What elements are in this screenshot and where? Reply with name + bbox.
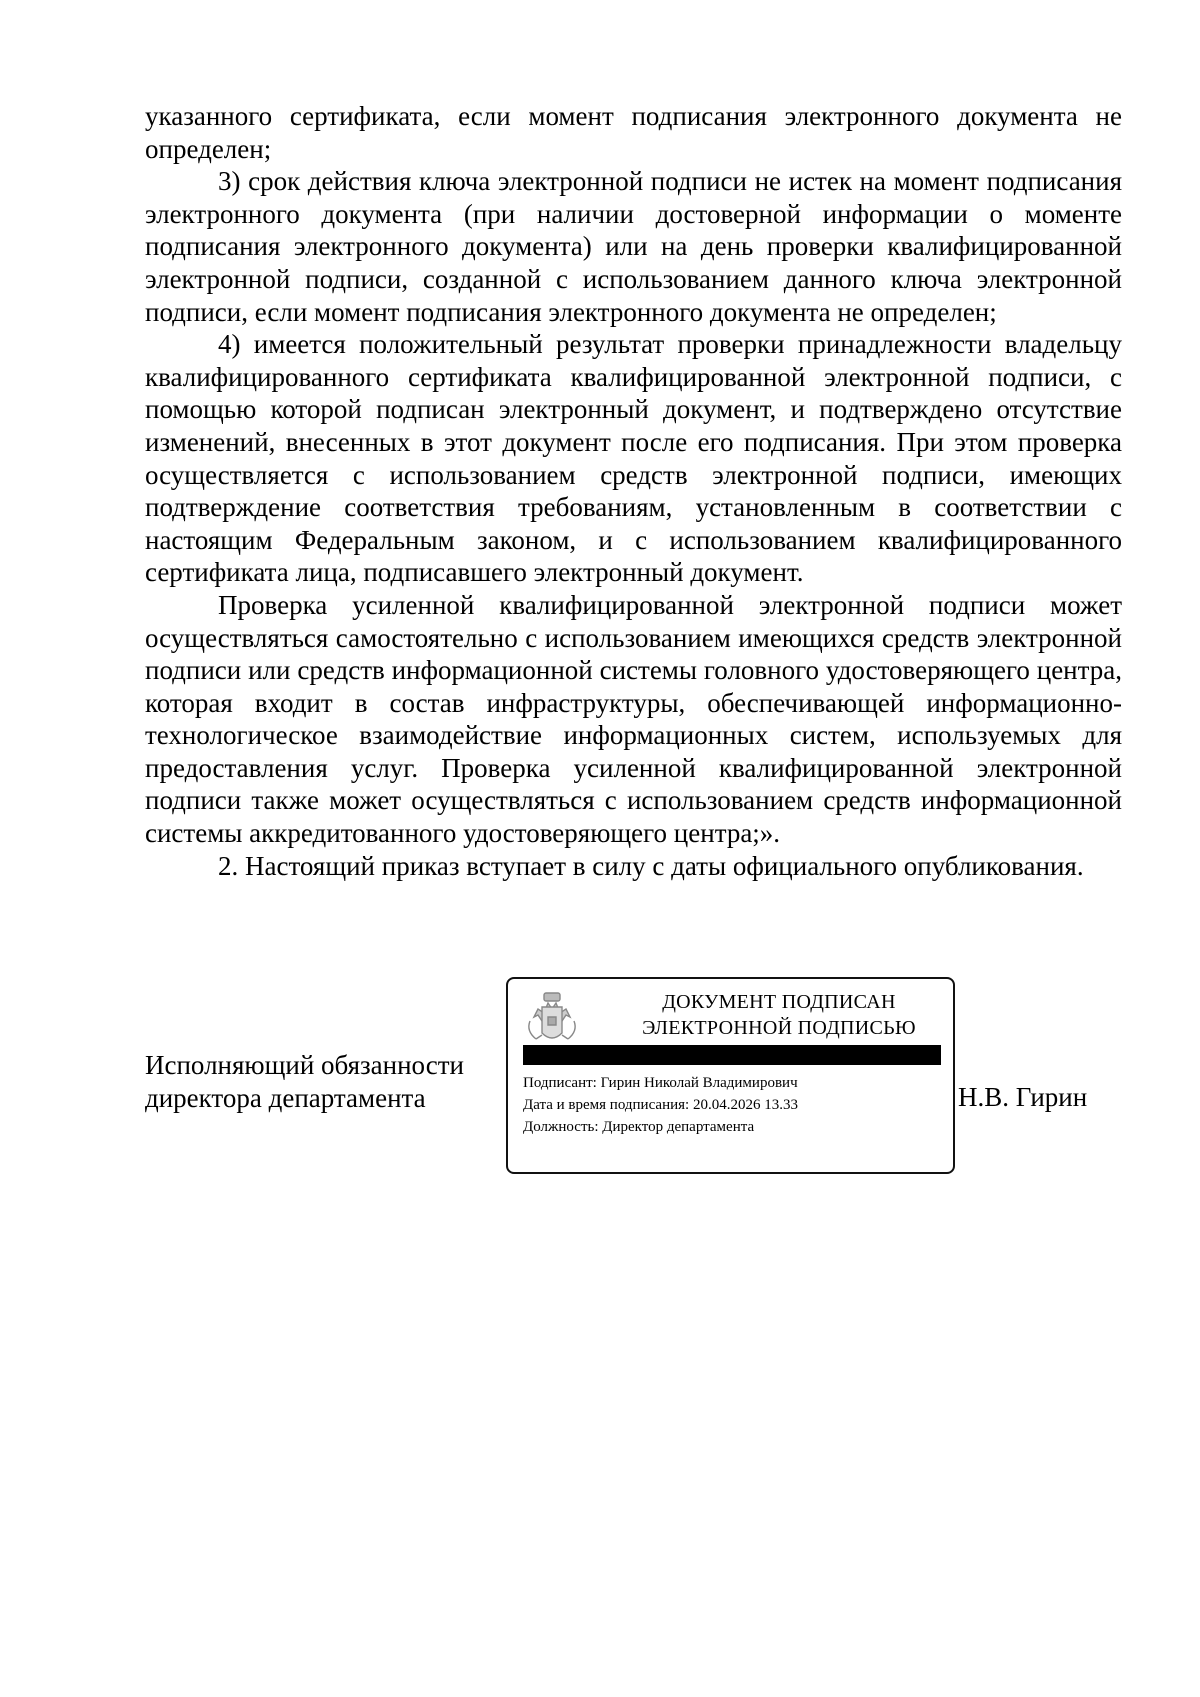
paragraph-verification: Проверка усиленной квалифицированной электронной подписи может осуществляться самостоятельно с использованием имеющихся средств электронной подписи или средств информационной системы головного удостоверяющего центра, которая входит в состав инфраструктуры, обеспечивающей информационно-технологическое взаимодействие информационных систем, используемых для предоставления услуг. Проверка усиленной квалифицированной электронной подписи также может осуществляться с использованием средств информационной системы аккредитованного удостоверяющего центра;».: [145, 589, 1122, 849]
stamp-details: [523, 1072, 798, 1138]
signatory-name: Н.В. Гирин: [958, 1082, 1088, 1112]
signatory-position: [145, 1049, 464, 1114]
document-body: [145, 100, 1122, 882]
paragraph-item-4: 4) имеется положительный результат проверки принадлежности владельцу квалифицированного сертификата квалифицированной электронной подписи, с помощью которой подписан электронный документ, и подтверждено отсутствие изменений, внесенных в этот документ после его подписания. При этом проверка осуществляется с использованием средств электронной подписи, имеющих подтверждение соответствия требованиям, установленным в соответствии с настоящим Федеральным законом, и с использованием квалифицированного сертификата лица, подписавшего электронный документ.: [145, 329, 1122, 588]
stamp-title: [620, 989, 938, 1041]
signatory-position-line2: директора департамента: [145, 1082, 426, 1113]
stamp-signer: Подписант: Гирин Николай Владимирович: [523, 1075, 798, 1091]
certificate-redaction-bar: [523, 1045, 941, 1065]
stamp-title-line1: ДОКУМЕНТ ПОДПИСАН: [662, 991, 896, 1013]
signatory-position-line1: Исполняющий обязанности: [145, 1050, 464, 1080]
coat-of-arms-icon: [522, 987, 582, 1047]
paragraph-continuation: указанного сертификата, если момент подписания электронного документа не определен;: [145, 101, 1122, 164]
paragraph-effective-date: 2. Настоящий приказ вступает в силу с даты официального опубликования.: [218, 850, 1084, 881]
stamp-position: Должность: Директор департамента: [523, 1119, 755, 1135]
paragraph-item-3: 3) срок действия ключа электронной подписи не истек на момент подписания электронного документа (при наличии достоверной информации о моменте подписания электронного документа) или на день проверки квалифицированной электронной подписи, созданной с использованием данного ключа электронной подписи, если момент подписания электронного документа не определен;: [145, 166, 1122, 327]
electronic-signature-stamp: [506, 977, 955, 1174]
stamp-signed-at: Дата и время подписания: 20.04.2026 13.33: [523, 1097, 798, 1113]
stamp-title-line2: ЭЛЕКТРОННОЙ ПОДПИСЬЮ: [642, 1017, 916, 1039]
